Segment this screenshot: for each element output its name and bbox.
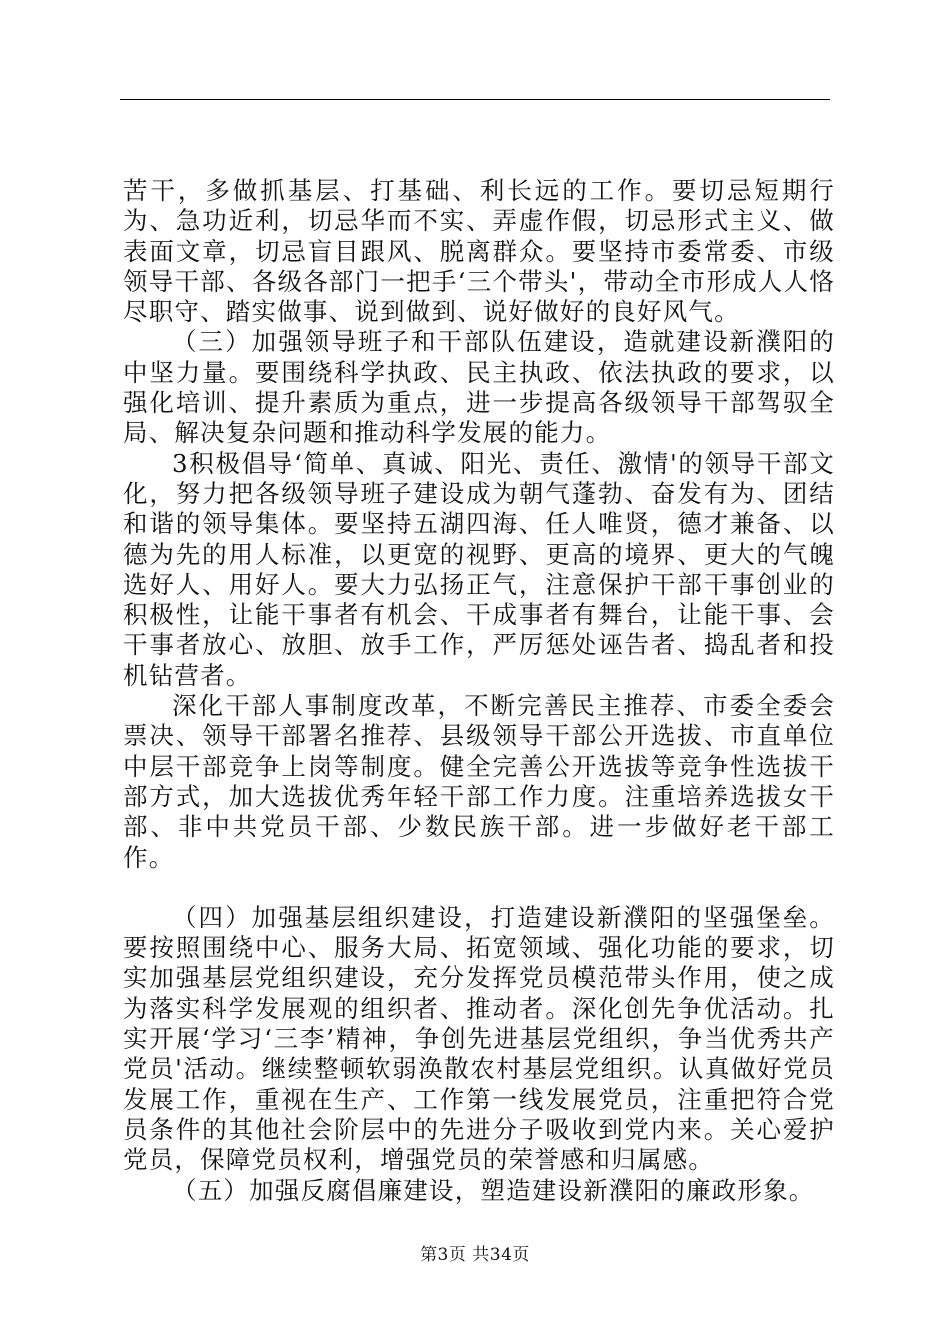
header-rule [120, 99, 830, 100]
paragraph-personnel-reform: 深化干部人事制度改革，不断完善民主推荐、市委全委会票决、领导干部署名推荐、县级领导干部公开选拔、市直单位中层干部竞争上岗等制度。健全完善公开选拔等竞争性选拔干部方式，加大选拔优秀年轻干部工作力度。注重培养选拔女干部、非中共党员干部、少数民族干部。进一步做好老干部工作。 [123, 691, 835, 872]
page-footer: 第3页 共34页 [420, 1245, 530, 1265]
paragraph-section-three: （三）加强领导班子和干部队伍建设，造就建设新濮阳的中坚力量。要围绕科学执政、民主执政、依法执政的要求，以强化培训、提升素质为重点，进一步提高各级领导干部驾驭全局、解决复杂问题和推动科学发展的能力。 [123, 327, 835, 448]
paragraph-leadership-culture: 3积极倡导‘简单、真诚、阳光、责任、激情'的领导干部文化，努力把各级领导班子建设成为朝气蓬勃、奋发有为、团结和谐的领导集体。要坚持五湖四海、任人唯贤，德才兼备、以德为先的用人标准，以更宽的视野、更高的境界、更大的气魄选好人、用好人。要大力弘扬正气，注意保护干部干事创业的积极性，让能干事者有机会、干成事者有舞台，让能干事、会干事者放心、放胆、放手工作，严厉惩处诬告者、捣乱者和投机钻营者。 [123, 448, 835, 690]
paragraph-continuation: 苦干，多做抓基层、打基础、利长远的工作。要切忌短期行为、急功近利，切忌华而不实、弄虚作假，切忌形式主义、做表面文章，切忌盲目跟风、脱离群众。要坚持市委常委、市级领导干部、各级各部门一把手‘三个带头'，带动全市形成人人恪尽职守、踏实做事、说到做到、说好做好的良好风气。 [123, 176, 835, 327]
paragraph-section-five: （五）加强反腐倡廉建设，塑造建设新濮阳的廉政形象。 [172, 1175, 815, 1205]
document-body [123, 176, 835, 1206]
paragraph-section-four: （四）加强基层组织建设，打造建设新濮阳的坚强堡垒。要按照围绕中心、服务大局、拓宽领域、强化功能的要求，切实加强基层党组织建设，充分发挥党员模范带头作用，使之成为落实科学发展观的组织者、推动者。深化创先争优活动。扎实开展‘学习‘三李’精神，争创先进基层党组织，争当优秀共产党员'活动。继续整顿软弱涣散农村基层党组织。认真做好党员发展工作，重视在生产、工作第一线发展党员，注重把符合党员条件的其他社会阶层中的先进分子吸收到党内来。关心爱护党员，保障党员权利，增强党员的荣誉感和归属感。 [123, 902, 835, 1175]
